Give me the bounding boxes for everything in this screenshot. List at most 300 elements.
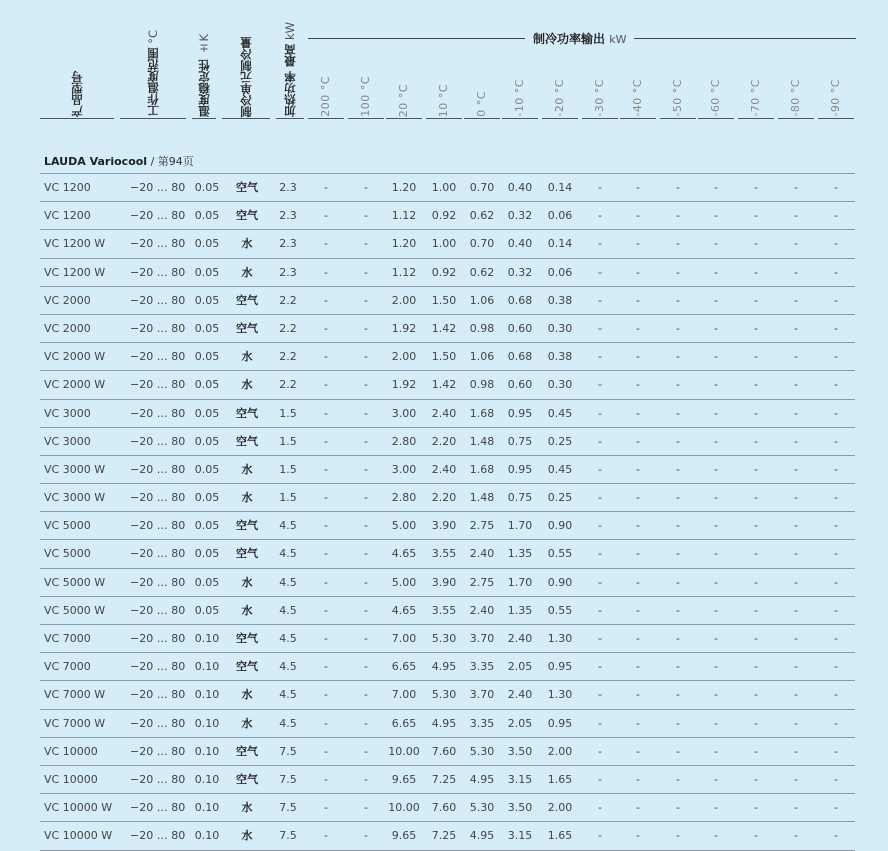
cell-cooling-output: - <box>794 293 798 307</box>
cell-temp-range: −20 … 80 <box>130 829 186 843</box>
cell-cooling-output: - <box>714 265 718 279</box>
cell-temp-range: −20 … 80 <box>130 547 186 561</box>
cell-model: VC 10000 <box>44 772 98 786</box>
cell-cooling-output: - <box>364 378 368 392</box>
cell-cooling-output: - <box>324 378 328 392</box>
table-row <box>40 343 855 371</box>
cell-cooling-output: 2.75 <box>469 575 495 589</box>
cell-temp-range: −20 … 80 <box>130 519 186 533</box>
cell-cooling-unit: 空气 <box>236 181 258 194</box>
cell-cooling-output: - <box>324 716 328 730</box>
cell-cooling-output: - <box>324 632 328 645</box>
cell-cooling-output: 5.30 <box>431 688 457 702</box>
table-row <box>40 738 855 766</box>
cell-cooling-output: - <box>324 660 328 674</box>
cell-cooling-output: 2.20 <box>431 434 457 448</box>
cell-stability: 0.05 <box>194 209 220 223</box>
cell-stability: 0.05 <box>194 434 220 448</box>
header-underline <box>348 118 384 119</box>
header-underline <box>660 118 696 119</box>
cell-cooling-output: - <box>636 660 640 674</box>
cell-cooling-output: - <box>834 209 838 223</box>
cell-model: VC 10000 <box>44 744 98 758</box>
cell-cooling-output: - <box>676 716 680 730</box>
cell-cooling-output: - <box>324 293 328 307</box>
cell-cooling-output: - <box>364 209 368 223</box>
cell-cooling-output: 4.95 <box>431 660 457 674</box>
cell-cooling-output: 1.50 <box>431 293 457 307</box>
cell-cooling-output: - <box>636 547 640 561</box>
cell-model: VC 7000 <box>44 632 91 645</box>
header-cooling-unit <box>222 17 270 117</box>
cell-cooling-output: 0.25 <box>547 491 573 505</box>
cell-cooling-output: - <box>324 462 328 476</box>
cell-cooling-output: 3.70 <box>469 632 495 645</box>
cell-cooling-output: - <box>324 519 328 533</box>
cell-cooling-output: - <box>676 209 680 223</box>
cell-cooling-output: - <box>636 321 640 335</box>
cell-stability: 0.05 <box>194 378 220 392</box>
cell-cooling-output: - <box>754 321 758 335</box>
cell-cooling-output: 2.00 <box>391 293 417 307</box>
cell-heating: 4.5 <box>279 632 297 645</box>
cell-cooling-output: 0.32 <box>507 209 533 223</box>
cell-cooling-output: - <box>754 772 758 786</box>
cell-temp-range: −20 … 80 <box>130 491 186 505</box>
header-temp-label: -90 °C <box>829 79 842 117</box>
cell-cooling-output: - <box>834 829 838 843</box>
cell-cooling-output: 0.55 <box>547 547 573 561</box>
cell-cooling-output: - <box>324 575 328 589</box>
cell-cooling-output: - <box>794 462 798 476</box>
cell-cooling-output: - <box>794 491 798 505</box>
cell-cooling-output: - <box>794 744 798 758</box>
cell-cooling-output: - <box>364 801 368 815</box>
table-row <box>40 202 855 230</box>
header-underline <box>502 118 538 119</box>
cell-cooling-output: 2.40 <box>469 603 495 617</box>
cell-cooling-output: - <box>598 265 602 279</box>
cell-cooling-output: - <box>794 603 798 617</box>
header-underline <box>620 118 656 119</box>
cell-cooling-output: - <box>364 519 368 533</box>
table-row <box>40 794 855 822</box>
header-underline <box>738 118 774 119</box>
cell-cooling-output: - <box>834 688 838 702</box>
cell-cooling-unit: 水 <box>241 688 253 702</box>
section-title: LAUDA Variocool / 第94页 <box>44 155 194 168</box>
cell-cooling-output: - <box>364 632 368 645</box>
cell-stability: 0.05 <box>194 265 220 279</box>
cell-cooling-output: - <box>714 491 718 505</box>
cell-cooling-output: 3.35 <box>469 660 495 674</box>
header-temp-label: -40 °C <box>631 79 644 117</box>
cell-cooling-output: - <box>754 434 758 448</box>
cell-cooling-output: 0.30 <box>547 321 573 335</box>
cell-cooling-output: - <box>794 350 798 364</box>
cell-temp-range: −20 … 80 <box>130 688 186 702</box>
cell-temp-range: −20 … 80 <box>130 575 186 589</box>
cell-cooling-output: 1.06 <box>469 350 495 364</box>
cell-cooling-output: - <box>714 321 718 335</box>
cell-model: VC 1200 <box>44 181 91 194</box>
cell-stability: 0.10 <box>194 632 220 645</box>
cell-cooling-output: 2.05 <box>507 716 533 730</box>
cell-model: VC 5000 W <box>44 603 106 617</box>
cell-temp-range: −20 … 80 <box>130 350 186 364</box>
cell-cooling-output: - <box>324 237 328 251</box>
cell-cooling-output: - <box>834 462 838 476</box>
cell-cooling-unit: 水 <box>241 716 253 730</box>
cell-cooling-output: 4.95 <box>469 772 495 786</box>
cell-cooling-output: - <box>324 265 328 279</box>
cell-heating: 7.5 <box>279 772 297 786</box>
cell-cooling-output: 2.75 <box>469 519 495 533</box>
cell-cooling-output: - <box>598 632 602 645</box>
header-underline <box>40 118 114 119</box>
cell-cooling-output: - <box>754 829 758 843</box>
cell-stability: 0.05 <box>194 547 220 561</box>
cell-cooling-output: 1.68 <box>469 462 495 476</box>
cell-cooling-output: - <box>324 829 328 843</box>
cell-cooling-output: - <box>598 772 602 786</box>
cell-cooling-output: - <box>754 547 758 561</box>
cell-cooling-output: - <box>676 434 680 448</box>
cell-cooling-output: - <box>754 660 758 674</box>
cell-cooling-output: 0.45 <box>547 406 573 420</box>
cell-cooling-output: 0.95 <box>547 660 573 674</box>
cell-cooling-output: - <box>364 603 368 617</box>
cell-cooling-output: 0.06 <box>547 265 573 279</box>
cell-cooling-output: - <box>834 801 838 815</box>
cell-heating: 4.5 <box>279 547 297 561</box>
cell-heating: 2.2 <box>279 378 297 392</box>
cell-temp-range: −20 … 80 <box>130 744 186 758</box>
cell-cooling-output: - <box>364 321 368 335</box>
header-heating-label: 加热功率 最高 kW <box>283 21 297 117</box>
header-temp <box>348 45 384 117</box>
cell-cooling-output: - <box>636 293 640 307</box>
cell-stability: 0.10 <box>194 688 220 702</box>
header-temp-label: 10 °C <box>437 83 450 117</box>
cell-cooling-output: - <box>714 716 718 730</box>
cell-cooling-output: - <box>598 688 602 702</box>
header-temp-label: -70 °C <box>749 79 762 117</box>
cell-cooling-output: - <box>754 293 758 307</box>
cell-cooling-output: - <box>676 603 680 617</box>
cell-model: VC 2000 <box>44 293 91 307</box>
cell-cooling-output: - <box>754 462 758 476</box>
cell-cooling-output: - <box>364 575 368 589</box>
cell-cooling-unit: 空气 <box>236 293 258 307</box>
cell-cooling-output: - <box>324 801 328 815</box>
cell-cooling-unit: 水 <box>241 801 253 815</box>
cell-cooling-output: - <box>794 265 798 279</box>
cell-cooling-output: - <box>636 603 640 617</box>
table-row <box>40 287 855 315</box>
cell-cooling-output: - <box>636 632 640 645</box>
cell-cooling-output: - <box>598 547 602 561</box>
cell-cooling-unit: 空气 <box>236 321 258 335</box>
cell-cooling-output: 0.98 <box>469 321 495 335</box>
header-underline <box>276 118 304 119</box>
cell-cooling-output: - <box>714 829 718 843</box>
cell-cooling-output: - <box>364 293 368 307</box>
cell-temp-range: −20 … 80 <box>130 406 186 420</box>
cell-heating: 4.5 <box>279 603 297 617</box>
cell-cooling-output: - <box>324 688 328 702</box>
cell-cooling-output: - <box>714 744 718 758</box>
cell-cooling-unit: 空气 <box>236 547 258 561</box>
cell-cooling-output: 9.65 <box>391 829 417 843</box>
cell-cooling-output: - <box>676 688 680 702</box>
cell-cooling-output: - <box>598 575 602 589</box>
cell-cooling-output: - <box>364 491 368 505</box>
cell-cooling-output: 1.50 <box>431 350 457 364</box>
cell-heating: 2.3 <box>279 265 297 279</box>
cell-cooling-output: 1.12 <box>391 265 417 279</box>
cell-cooling-output: - <box>364 237 368 251</box>
table-row <box>40 625 855 653</box>
cell-cooling-output: - <box>714 406 718 420</box>
cell-temp-range: −20 … 80 <box>130 603 186 617</box>
cell-cooling-output: 3.55 <box>431 547 457 561</box>
cell-cooling-output: - <box>834 378 838 392</box>
cell-cooling-output: - <box>754 181 758 194</box>
cell-cooling-output: - <box>794 434 798 448</box>
cell-temp-range: −20 … 80 <box>130 181 186 194</box>
cell-cooling-output: - <box>598 491 602 505</box>
cell-cooling-output: 0.95 <box>547 716 573 730</box>
cell-cooling-output: 0.75 <box>507 434 533 448</box>
cell-cooling-output: - <box>754 350 758 364</box>
cell-cooling-output: - <box>834 744 838 758</box>
cell-cooling-output: 0.95 <box>507 462 533 476</box>
cell-cooling-output: 1.06 <box>469 293 495 307</box>
cell-cooling-output: 1.70 <box>507 519 533 533</box>
cell-cooling-output: 0.62 <box>469 265 495 279</box>
table-row <box>40 569 855 597</box>
cell-cooling-output: - <box>324 744 328 758</box>
cell-cooling-output: - <box>754 801 758 815</box>
header-underline <box>426 118 462 119</box>
cell-cooling-output: 4.65 <box>391 547 417 561</box>
cell-cooling-output: - <box>324 491 328 505</box>
cell-temp-range: −20 … 80 <box>130 237 186 251</box>
cell-cooling-output: 0.38 <box>547 350 573 364</box>
table-row <box>40 173 855 202</box>
cell-cooling-output: 2.05 <box>507 660 533 674</box>
cell-cooling-output: - <box>754 209 758 223</box>
cell-cooling-output: - <box>324 772 328 786</box>
cell-cooling-output: - <box>364 772 368 786</box>
cell-cooling-output: - <box>794 632 798 645</box>
cell-stability: 0.05 <box>194 350 220 364</box>
cell-cooling-output: 2.00 <box>547 744 573 758</box>
cell-cooling-output: - <box>324 547 328 561</box>
cell-cooling-output: 0.90 <box>547 575 573 589</box>
cell-cooling-output: 1.70 <box>507 575 533 589</box>
header-temp <box>426 45 462 117</box>
cell-cooling-output: - <box>794 801 798 815</box>
data-table <box>40 173 855 851</box>
cell-stability: 0.05 <box>194 575 220 589</box>
cell-stability: 0.05 <box>194 181 220 194</box>
header-temp-label: -60 °C <box>709 79 722 117</box>
cell-heating: 7.5 <box>279 801 297 815</box>
header-temp-label: 100 °C <box>359 76 372 117</box>
cell-cooling-output: - <box>714 237 718 251</box>
cell-temp-range: −20 … 80 <box>130 434 186 448</box>
cell-cooling-output: 6.65 <box>391 660 417 674</box>
cell-cooling-output: 2.20 <box>431 491 457 505</box>
header-temp-label: 200 °C <box>319 76 332 117</box>
cell-cooling-unit: 水 <box>241 575 253 589</box>
cell-cooling-unit: 空气 <box>236 772 258 786</box>
cell-cooling-unit: 水 <box>241 462 253 476</box>
table-row <box>40 371 855 399</box>
cell-cooling-output: - <box>324 181 328 194</box>
cell-cooling-output: - <box>714 632 718 645</box>
cell-cooling-output: - <box>676 632 680 645</box>
cell-cooling-output: 3.00 <box>391 462 417 476</box>
cell-cooling-output: - <box>714 688 718 702</box>
table-row <box>40 456 855 484</box>
cell-cooling-output: 1.92 <box>391 378 417 392</box>
cell-cooling-output: 2.00 <box>391 350 417 364</box>
cell-cooling-output: - <box>714 603 718 617</box>
cell-model: VC 7000 <box>44 660 91 674</box>
header-temp-label: -20 °C <box>553 79 566 117</box>
cell-cooling-output: - <box>636 491 640 505</box>
table-row <box>40 822 855 850</box>
cell-cooling-output: - <box>754 237 758 251</box>
cell-heating: 4.5 <box>279 688 297 702</box>
cell-cooling-output: 3.00 <box>391 406 417 420</box>
cell-cooling-output: 0.25 <box>547 434 573 448</box>
cell-cooling-output: - <box>834 293 838 307</box>
cell-cooling-output: - <box>324 321 328 335</box>
cell-cooling-output: 1.42 <box>431 378 457 392</box>
cell-stability: 0.05 <box>194 237 220 251</box>
cell-cooling-output: - <box>676 660 680 674</box>
cell-cooling-output: 5.00 <box>391 519 417 533</box>
table-row <box>40 512 855 540</box>
table-row <box>40 597 855 625</box>
cell-cooling-output: - <box>676 406 680 420</box>
cell-cooling-output: - <box>676 293 680 307</box>
cell-cooling-output: - <box>636 265 640 279</box>
header-temp-range <box>120 17 186 117</box>
cell-cooling-output: - <box>598 603 602 617</box>
cell-stability: 0.05 <box>194 321 220 335</box>
cell-cooling-output: 2.40 <box>507 632 533 645</box>
cell-temp-range: −20 … 80 <box>130 321 186 335</box>
cell-cooling-output: 10.00 <box>388 801 420 815</box>
cell-temp-range: −20 … 80 <box>130 716 186 730</box>
cell-cooling-output: 1.12 <box>391 209 417 223</box>
cell-cooling-output: - <box>364 350 368 364</box>
cell-temp-range: −20 … 80 <box>130 772 186 786</box>
cell-cooling-output: 0.62 <box>469 209 495 223</box>
cell-cooling-output: 6.65 <box>391 716 417 730</box>
cell-heating: 1.5 <box>279 491 297 505</box>
cell-cooling-output: - <box>636 434 640 448</box>
cell-cooling-output: 3.35 <box>469 716 495 730</box>
cell-cooling-output: - <box>834 181 838 194</box>
cell-cooling-output: - <box>794 660 798 674</box>
cell-cooling-output: 1.92 <box>391 321 417 335</box>
cell-cooling-output: - <box>364 829 368 843</box>
cell-model: VC 2000 W <box>44 378 106 392</box>
cell-cooling-output: - <box>754 491 758 505</box>
cell-model: VC 5000 <box>44 519 91 533</box>
cell-heating: 7.5 <box>279 744 297 758</box>
cell-cooling-output: - <box>794 772 798 786</box>
cell-cooling-output: 3.55 <box>431 603 457 617</box>
cell-cooling-output: 3.15 <box>507 772 533 786</box>
table-row <box>40 653 855 681</box>
cell-cooling-output: - <box>676 829 680 843</box>
table-row <box>40 540 855 568</box>
cell-cooling-unit: 空气 <box>236 406 258 420</box>
cell-cooling-output: - <box>714 181 718 194</box>
cell-model: VC 10000 W <box>44 829 113 843</box>
cell-model: VC 3000 W <box>44 462 106 476</box>
cell-stability: 0.05 <box>194 519 220 533</box>
cell-cooling-output: - <box>794 716 798 730</box>
cell-temp-range: −20 … 80 <box>130 378 186 392</box>
cell-stability: 0.10 <box>194 660 220 674</box>
cell-cooling-output: 4.95 <box>469 829 495 843</box>
cell-cooling-output: - <box>794 547 798 561</box>
cell-cooling-output: 0.92 <box>431 209 457 223</box>
cell-cooling-output: - <box>598 209 602 223</box>
cell-cooling-output: 3.50 <box>507 801 533 815</box>
cell-cooling-output: - <box>598 181 602 194</box>
cell-cooling-output: 1.68 <box>469 406 495 420</box>
header-model <box>40 17 114 117</box>
cell-cooling-output: 7.00 <box>391 688 417 702</box>
cell-cooling-output: - <box>598 716 602 730</box>
cell-cooling-output: - <box>754 688 758 702</box>
cell-cooling-output: 0.40 <box>507 237 533 251</box>
cell-stability: 0.10 <box>194 829 220 843</box>
cell-cooling-output: - <box>754 519 758 533</box>
cell-heating: 4.5 <box>279 716 297 730</box>
cell-cooling-output: - <box>636 209 640 223</box>
cell-cooling-output: - <box>714 378 718 392</box>
cell-cooling-output: - <box>834 350 838 364</box>
cell-cooling-output: - <box>636 575 640 589</box>
cell-cooling-output: - <box>794 519 798 533</box>
cell-model: VC 1200 W <box>44 265 106 279</box>
cell-cooling-output: - <box>754 575 758 589</box>
cell-cooling-output: - <box>754 603 758 617</box>
cell-cooling-output: - <box>364 547 368 561</box>
cell-cooling-output: 0.75 <box>507 491 533 505</box>
cell-cooling-output: - <box>834 265 838 279</box>
cell-stability: 0.10 <box>194 772 220 786</box>
cell-cooling-output: - <box>754 744 758 758</box>
cell-stability: 0.10 <box>194 744 220 758</box>
cell-cooling-unit: 水 <box>241 603 253 617</box>
cell-cooling-output: - <box>636 772 640 786</box>
cell-cooling-output: - <box>794 688 798 702</box>
header-temp-label: -50 °C <box>671 79 684 117</box>
table-row <box>40 259 855 287</box>
cell-cooling-output: 0.95 <box>507 406 533 420</box>
